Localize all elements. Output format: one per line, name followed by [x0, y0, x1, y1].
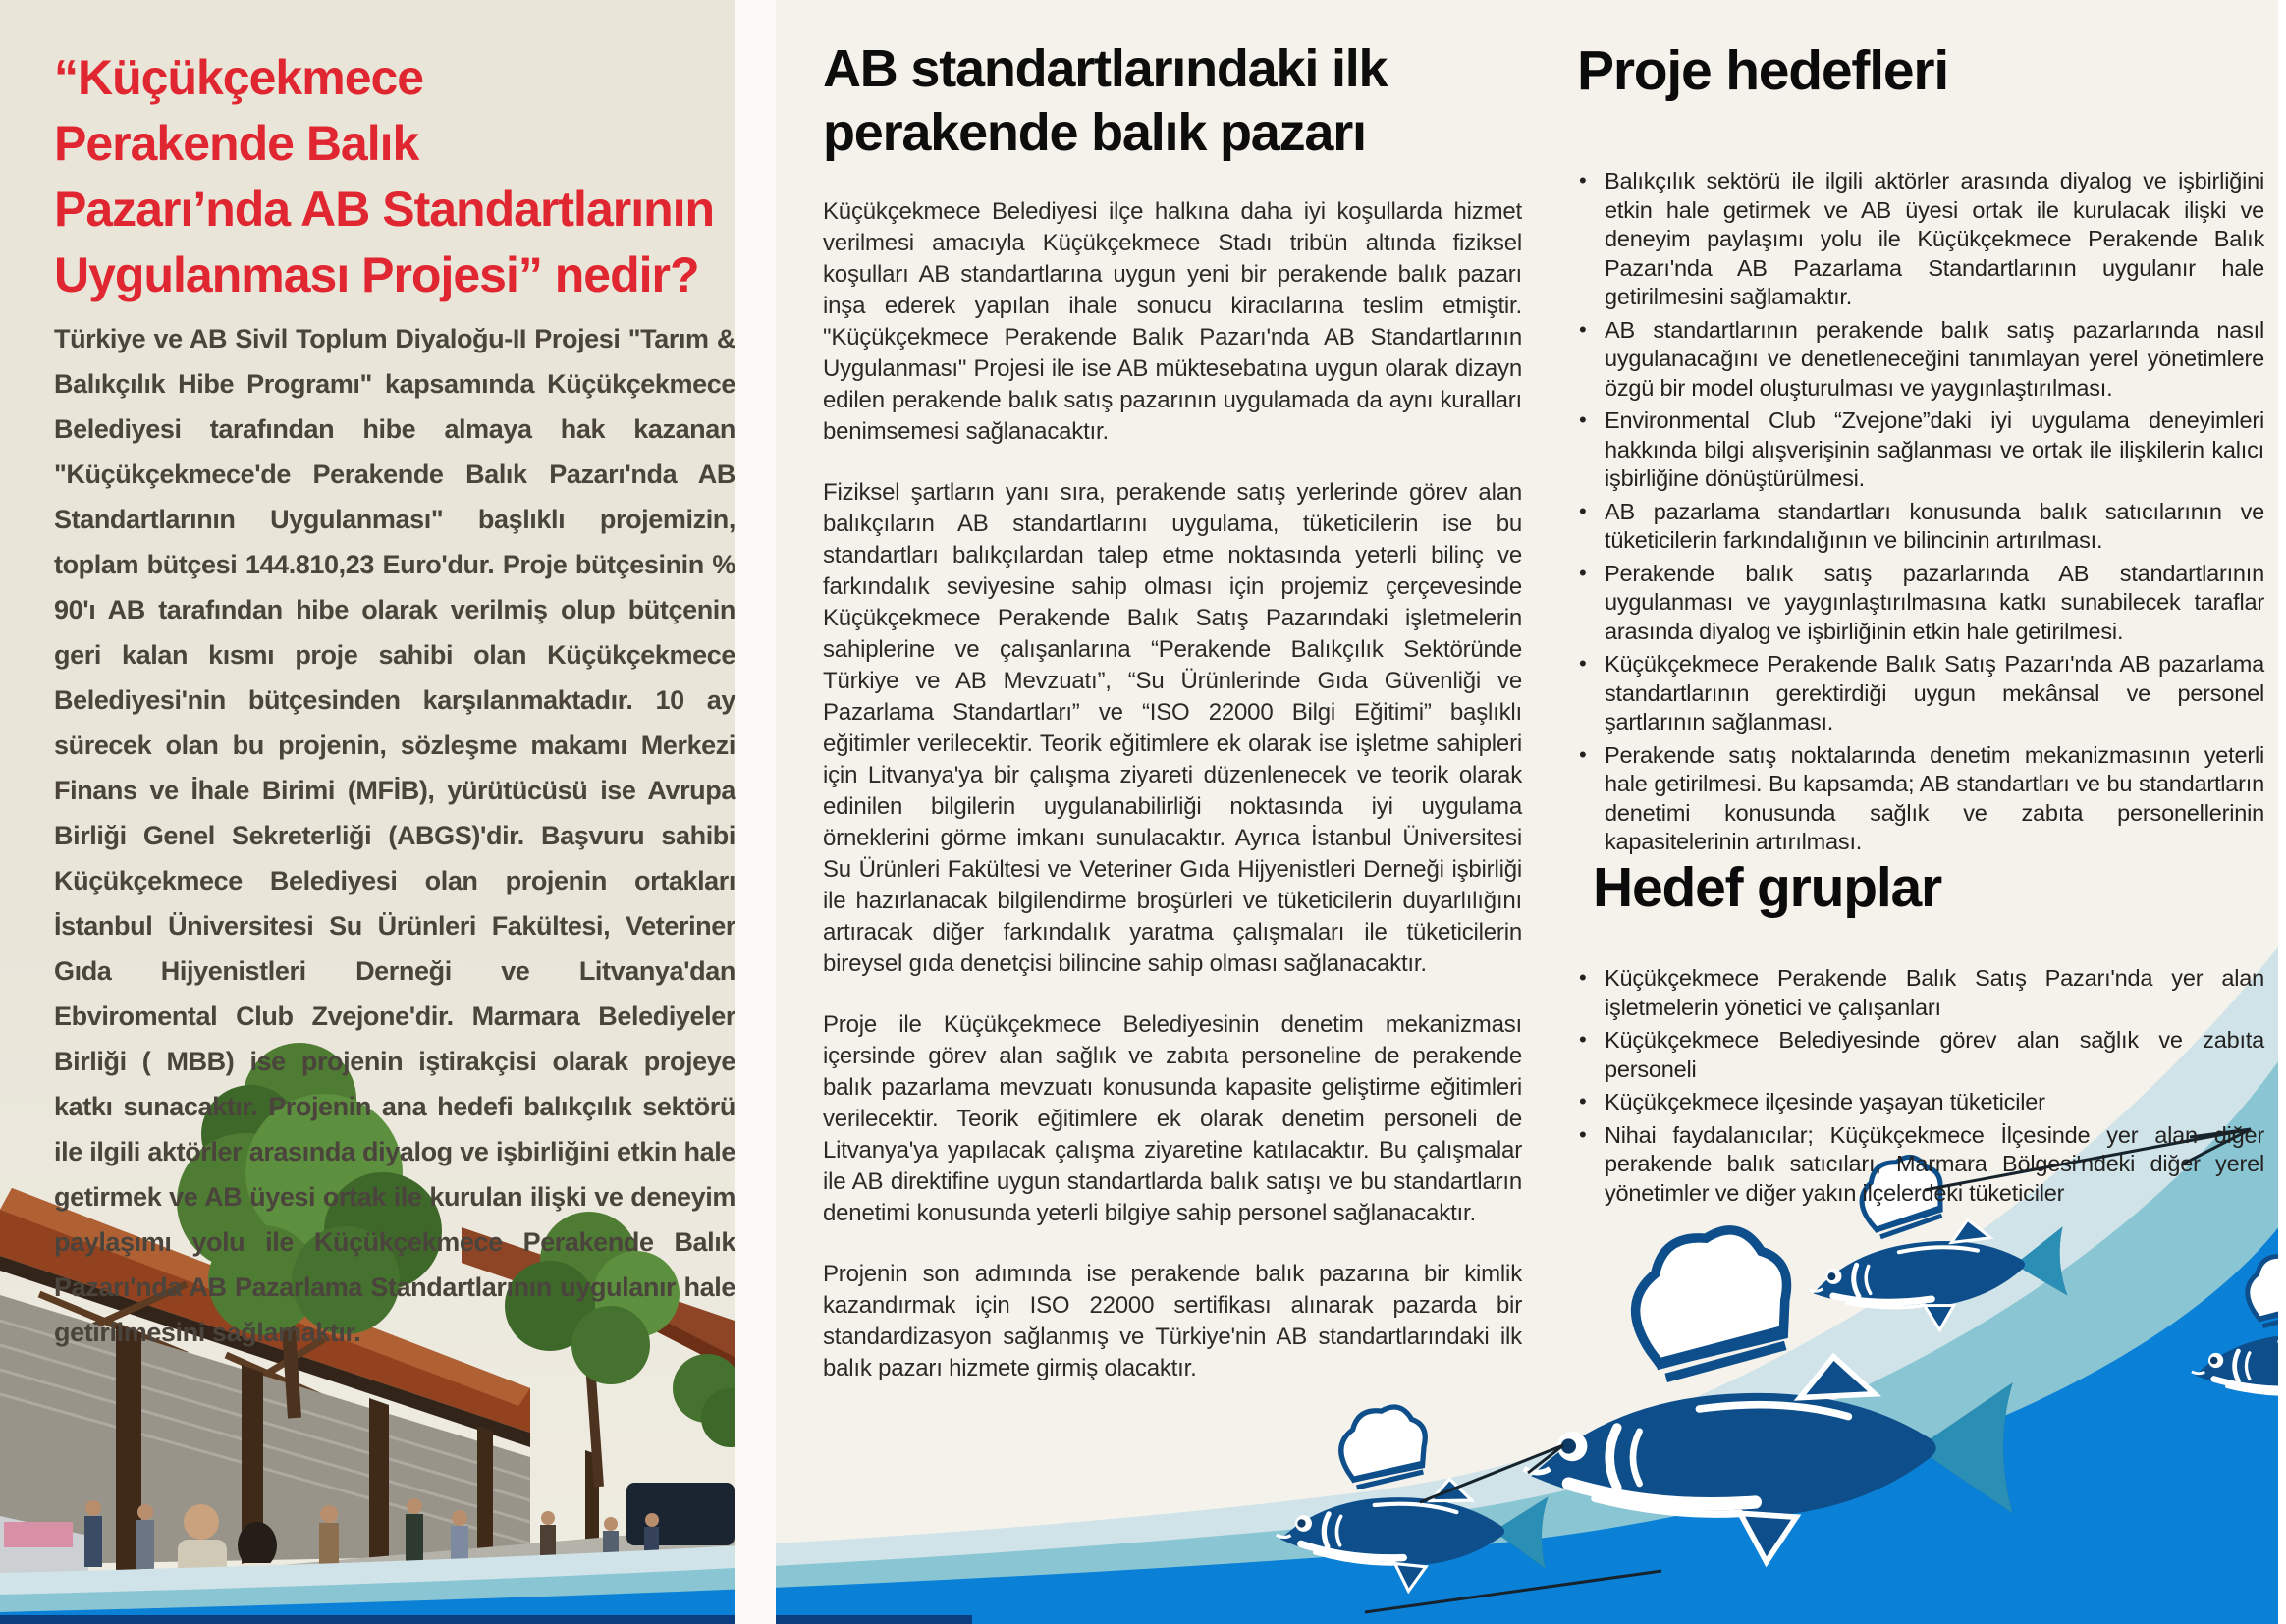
group-item: • Nihai faydalanıcılar; Küçükçekmece İlçesinde yer alan diğer perakende balık satıcıları, Marmara Bölgesi'ndeki diğer yerel yönetimler ve diğer yakın ilçelerdeki tüketiciler — [1569, 1121, 2264, 1209]
target-groups-list — [1569, 964, 2264, 1212]
wave-navy-strip — [0, 1615, 972, 1624]
paragraph: Fiziksel şartların yanı sıra, perakende satış yerlerinde görev alan balıkçıların AB standartlarını uygulama, tüketicilerin ise bu standartları balıkçılardan talep etme noktasında yeterli bilinç ve farkındalık seviyesine sahip olması için projemiz çerçevesinde Küçükçekmece Perakende Balık Satış Pazarındaki işletmelerin sahiplerine ve çalışanlarına “Perakende Balıkçılık Sektöründe Türkiye ve AB Mevzuatı”, “Su Ürünlerinde Gıda Güvenliği ve Pazarlama Standartları” ve “ISO 22000 Bilgi Eğitimi” başlıklı eğitimler verilecektir. Teorik eğitimlere ek olarak ise işletme sahipleri için Litvanya'ya bir çalışma ziyareti düzenlenecek ve teorik olarak edinilen bilgilerin uygulanabilirliği noktasında iyi uygulama örneklerini görme imkanı sunulacaktır. Ayrıca İstanbul Üniversitesi Su Ürünleri Fakültesi ve Veteriner Gıda Hijyenistleri Derneği işbirliği ile hazırlanacak bilgilendirme broşürleri ve tüketicilerin duyarlılığını artıracak diğer farkındalık yaratma çalışmaları ile tüketicilerin bireysel gıda denetçisi bilincine sahip olması sağlanacaktır. — [823, 479, 1522, 977]
title-line: Pazarı’nda AB Standartlarının — [54, 182, 715, 237]
paragraph: Proje ile Küçükçekmece Belediyesinin denetim mekanizması içersinde görev alan sağlık ve zabıta personeline de perakende balık pazarlama mevzuatı konusunda kapasite geliştirme eğitimleri verilecektir. Teorik eğitimlere ek olarak denetim personeli de Litvanya'ya yapılacak çalışma ziyaretine katılacaktır. Bu çalışmalar ile AB direktifine uygun standartlarda balık satışı ve bu standartların denetimi konusunda yeterli bilgiye sahip personel sağlanacaktır. — [823, 1011, 1522, 1226]
goal-item: • Balıkçılık sektörü ile ilgili aktörler arasında diyalog ve işbirliğini etkin hale getirmek ve AB üyesi ortak ile kurulacak ilişki ve deneyim paylaşımı yolu ile Küçükçekmece Perakende Balık Pazarı'nda AB Pazarlama Standartlarının uygulanır hale getirilmesini sağlamaktır. — [1569, 167, 2264, 312]
paragraph: Küçükçekmece Belediyesi ilçe halkına daha iyi koşullarda hizmet verilmesi amacıyla Küçükçekmece Stadı tribün altında fiziksel koşulları AB standartlarına uygun yeni bir perakende balık pazarı inşa ederek yapılan ihale sonucu kiracılarına teslim etmiştir. "Küçükçekmece Perakende Balık Pazarı'nda AB Standartlarının Uygulanması" Projesi ile ise AB müktesebatına uygun olarak dizayn edilen perakende balık satış pazarının uygulamada da aynı kuralları benimsemesi sağlanacaktır. — [823, 198, 1522, 445]
group-item: • Küçükçekmece Perakende Balık Satış Pazarı'nda yer alan işletmelerin yönetici ve çalışanları — [1569, 964, 2264, 1022]
title-line: “Küçükçekmece — [54, 50, 424, 105]
left-panel-title — [54, 45, 739, 308]
project-goals-title: Proje hedefleri — [1577, 39, 1948, 102]
panel-fold-divider — [735, 0, 776, 1624]
title-line: Perakende Balık — [54, 116, 419, 171]
left-panel-body: Türkiye ve AB Sivil Toplum Diyaloğu-II Projesi "Tarım & Balıkçılık Hibe Programı" kapsamında Küçükçekmece Belediyesi tarafından hibe almaya hak kazanan "Küçükçekmece'de Perakende Balık Pazarı'nda AB Standartlarının Uygulanması" başlıklı projemizin, toplam bütçesi 144.810,23 Euro'dur. Proje bütçesinin % 90'ı AB tarafından hibe olarak verilmiş olup bütçenin geri kalan kısmı proje sahibi olan Küçükçekmece Belediyesi'nin bütçesinden karşılanmaktadır. 10 ay sürecek olan bu projenin, sözleşme makamı Merkezi Finans ve İhale Birimi (MFİB), yürütücüsü ise Avrupa Birliği Genel Sekreterliği (ABGS)'dir. Başvuru sahibi Küçükçekmece Belediyesi olan projenin ortakları İstanbul Üniversitesi Su Ürünleri Fakültesi, Veteriner Gıda Hijyenistleri Derneği ve Litvanya'dan Ebviromental Club Zvejone'dir. Marmara Belediyeler Birliği ( MBB) ise projenin iştirakçisi olarak projeye katkı sunacaktır. Projenin ana hedefi balıkçılık sektörü ile ilgili aktörler arasında diyalog ve işbirliğini etkin hale getirmek ve AB üyesi ortak ile kurulan ilişki ve deneyim paylaşımı yolu ile Küçükçekmece Perakende Balık Pazarı'nda AB Pazarlama Standartlarının uygulanır hale getirilmesini sağlamaktır. — [54, 324, 735, 1347]
goal-item: • Environmental Club “Zvejone”daki iyi uygulama deneyimleri hakkında bilgi alışverişinin sağlanması ve ortak ile ilişkilerin kalıcı işbirliğine dönüştürülmesi. — [1569, 406, 2264, 494]
goal-item: • Perakende balık satış pazarlarında AB standartlarının uygulanması ve yaygınlaştırılmasına katkı sunabilecek taraflar arasında diyalog ve işbirliğinin etkin hale getirilmesi. — [1569, 560, 2264, 647]
goal-item: • Perakende satış noktalarında denetim mekanizmasının yeterli hale getirilmesi. Bu kapsamda; AB standartları ve bu standartların denetimi konusunda sağlık ve zabıta personellerinin kapasitelerinin artırılması. — [1569, 741, 2264, 857]
middle-panel-body — [823, 196, 1522, 1414]
goal-item: • AB pazarlama standartları konusunda balık satıcılarının ve tüketicilerin farkındalığının ve bilincinin artırılması. — [1569, 498, 2264, 556]
title-line: Uygulanması Projesi” nedir? — [54, 247, 699, 302]
group-item: • Küçükçekmece Belediyesinde görev alan sağlık ve zabıta personeli — [1569, 1026, 2264, 1084]
goal-item: • AB standartlarının perakende balık satış pazarlarında nasıl uygulanacağını ve denetleneceğini tanımlayan yerel yönetimlere özgü bir model oluşturulması ve yaygınlaştırılması. — [1569, 316, 2264, 404]
target-groups-title: Hedef gruplar — [1593, 856, 1941, 919]
group-item: • Küçükçekmece ilçesinde yaşayan tüketiciler — [1569, 1088, 2264, 1117]
middle-panel-title: AB standartlarındaki ilk perakende balık pazarı — [823, 39, 1388, 162]
page-right-margin — [2278, 0, 2286, 1624]
paragraph: Projenin son adımında ise perakende balık pazarına bir kimlik kazandırmak için ISO 22000 sertifikası alınarak pazarda bir standardizasyon sağlanmış ve Türkiye'nin AB standartlarındaki ilk balık pazarı hizmete girmiş olacaktır. — [823, 1261, 1522, 1381]
goal-item: • Küçükçekmece Perakende Balık Satış Pazarı'nda AB pazarlama standartlarının gerektirdiği uygun mekânsal ve personel şartlarının sağlanması. — [1569, 650, 2264, 737]
project-goals-list — [1569, 167, 2264, 861]
